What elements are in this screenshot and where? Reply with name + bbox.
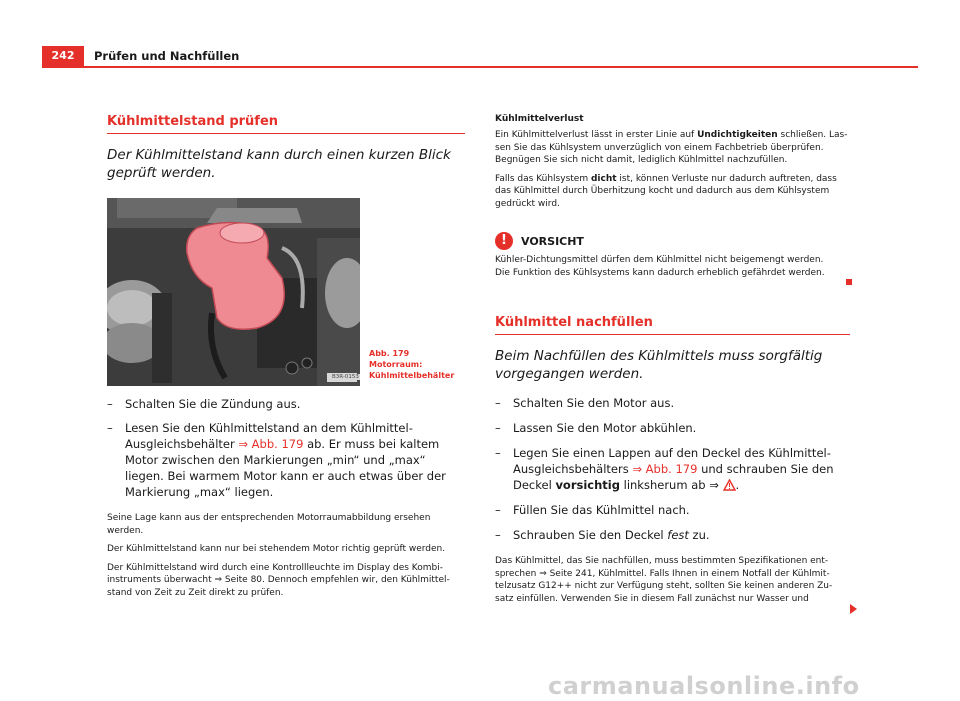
- exclamation-icon: !: [495, 232, 513, 250]
- step-open-cap: – Legen Sie einen Lappen auf den Deckel des Kühlmittel-Ausgleichsbehälters ⇒ Abb. 179 und schrauben Sie den Deckel vorsichtig linksherum ab ⇒ .: [495, 446, 834, 492]
- paragraph-specification: Das Kühlmittel, das Sie nachfüllen, muss bestimmten Spezifikationen entsprechen ⇒ Seite 241, Kühlmittel. Falls Ihnen in einem Notfall der Kühlmittelzusatz G12++ nicht zur Verfügung steht, sollten Sie keinen anderen Zusatz einfüllen. Verwenden Sie in diesem Fall zunächst nur Wasser und: [495, 556, 833, 604]
- loss-title: Kühlmittelverlust: [495, 114, 584, 124]
- left-column: [107, 112, 465, 599]
- paragraph-warning-light: Der Kühlmittelstand wird durch eine Kontrollleuchte im Display des Kombiinstruments überwacht ⇒ Seite 80. Dennoch empfehlen wir, den Kühlmittelstand von Zeit zu Zeit direkt zu prüfen.: [107, 562, 450, 598]
- step-cool-down: – Lassen Sie den Motor abkühlen.: [495, 421, 697, 435]
- section-title-refill: Kühlmittel nachfüllen: [495, 313, 850, 335]
- caution-text: Kühler-Dichtungsmittel dürfen dem Kühlmittel nicht beigemengt werden. Die Funktion des Kühlsystems kann dadurch erheblich gefährdet werden.: [495, 255, 825, 278]
- right-column: [495, 114, 850, 605]
- figure-link[interactable]: ⇒ Abb. 179: [238, 437, 304, 451]
- step-dash: –: [495, 528, 501, 542]
- figure-link[interactable]: ⇒ Abb. 179: [632, 462, 698, 476]
- page-number: 242: [42, 46, 84, 66]
- caution-label: VORSICHT: [521, 234, 584, 248]
- paragraph-engine-stopped: Der Kühlmittelstand kann nur bei stehendem Motor richtig geprüft werden.: [107, 544, 446, 554]
- step-dash: –: [495, 503, 501, 517]
- engine-bay-illustration: [107, 198, 360, 386]
- section-lead-check: Der Kühlmittelstand kann durch einen kurzen Blick geprüft werden.: [107, 147, 451, 181]
- step-dash: –: [495, 446, 501, 460]
- continue-arrow-icon: [850, 604, 857, 614]
- step-close-cap: – Schrauben Sie den Deckel fest zu.: [495, 528, 710, 542]
- section-title-check: Kühlmittelstand prüfen: [107, 112, 465, 134]
- step-dash: –: [495, 396, 501, 410]
- step-read-level: – Lesen Sie den Kühlmittelstand an dem Kühlmittel-Ausgleichsbehälter ⇒ Abb. 179 ab. Er muss bei kaltem Motor zwischen den Markierungen „min“ und „max“ liegen. Bei warmem Motor kann er auch etwas über der Markierung „max“ liegen.: [107, 421, 446, 499]
- warning-triangle-icon[interactable]: [723, 479, 736, 491]
- step-dash: –: [107, 397, 113, 411]
- figure-179: [107, 198, 465, 392]
- caution-header: [495, 232, 850, 250]
- section-lead-refill: Beim Nachfüllen des Kühlmittels muss sorgfältig vorgegangen werden.: [495, 348, 823, 382]
- figure-code: B3R-0153: [332, 374, 359, 380]
- step-ignition-off: – Schalten Sie die Zündung aus.: [107, 397, 301, 411]
- step-engine-off: – Schalten Sie den Motor aus.: [495, 396, 675, 410]
- figure-caption-line1: Abb. 179 Motorraum:: [369, 349, 423, 369]
- figure-caption-line2: Kühlmittelbehälter: [369, 371, 455, 380]
- engine-bay-photo: [107, 198, 360, 386]
- watermark: carmanualsonline.info: [548, 672, 860, 700]
- loss-paragraph-2: Falls das Kühlsystem dicht ist, können Verluste nur dadurch auftreten, dass das Kühlmittel durch Überhitzung kocht und dadurch aus dem Kühlsystem gedrückt wird.: [495, 173, 837, 209]
- loss-paragraph-1: Ein Kühlmittelverlust lässt in erster Linie auf Undichtigkeiten schließen. Lassen Sie das Kühlsystem unverzüglich von einem Fachbetrieb überprüfen. Begnügen Sie sich nicht damit, lediglich Kühlmittel nachzufüllen.: [495, 130, 848, 165]
- figure-caption: [369, 348, 465, 381]
- paragraph-location: Seine Lage kann aus der entsprechenden Motorraumabbildung ersehen werden.: [107, 513, 431, 536]
- end-of-section-marker: [846, 279, 852, 285]
- step-dash: –: [107, 421, 113, 435]
- header-title: Prüfen und Nachfüllen: [94, 49, 240, 63]
- step-refill: – Füllen Sie das Kühlmittel nach.: [495, 503, 690, 517]
- step-dash: –: [495, 421, 501, 435]
- header-rule: [42, 66, 918, 68]
